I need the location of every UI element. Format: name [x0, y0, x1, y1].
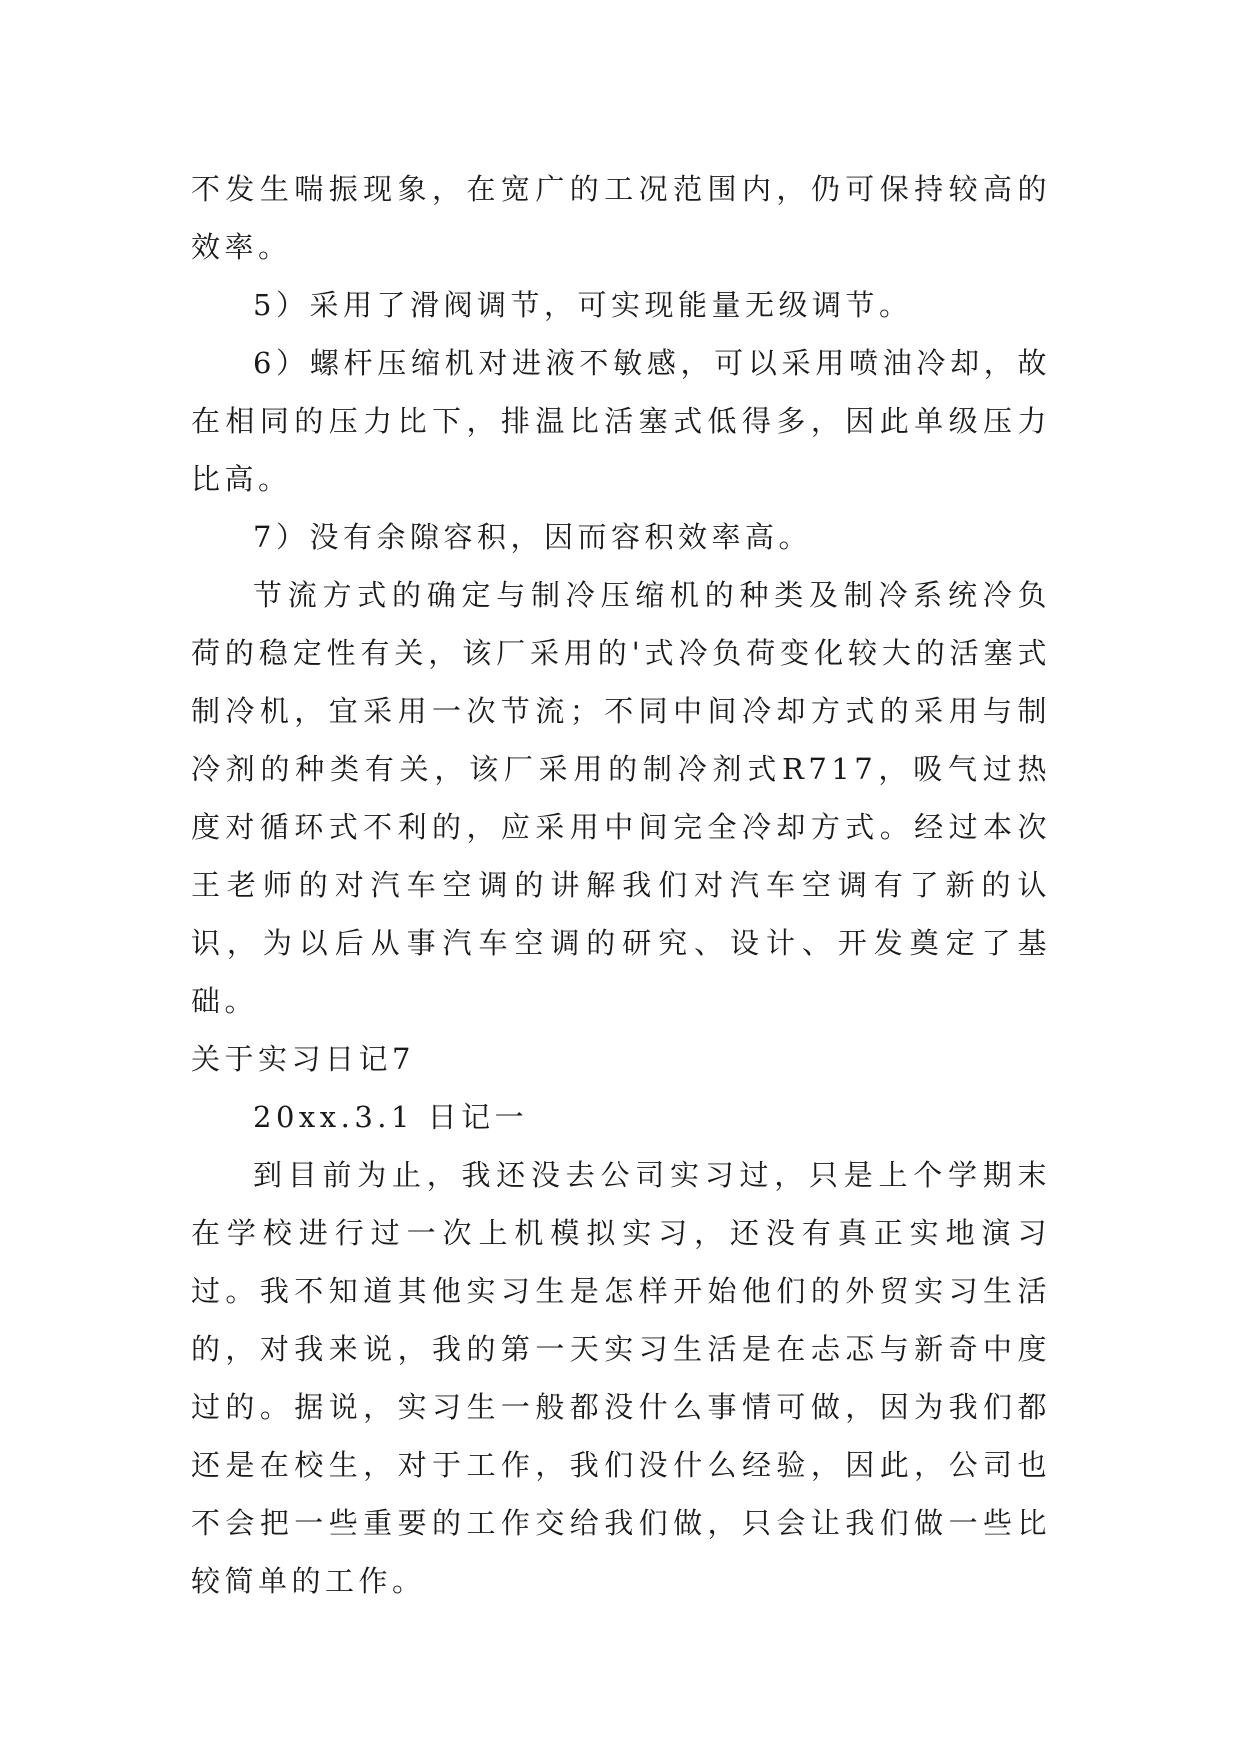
paragraph-diary-1: 到目前为止，我还没去公司实习过，只是上个学期末在学校进行过一次上机模拟实习，还没有真正实地演习过。我不知道其他实习生是怎样开始他们的外贸实习生活的，对我来说，我的第一天实习生活是在忐忑与新奇中度过的。据说，实习生一般都没什么事情可做，因为我们都还是在校生，对于工作，我们没什么经验，因此，公司也不会把一些重要的工作交给我们做，只会让我们做一些比较简单的工作。 — [191, 1158, 1051, 1598]
paragraph-throttling: 节流方式的确定与制冷压缩机的种类及制冷系统冷负荷的稳定性有关，该厂采用的'式冷负荷变化较大的活塞式制冷机，宜采用一次节流；不同中间冷却方式的采用与制冷剂的种类有关，该厂采用的制冷剂式R717，吸气过热度对循环式不利的，应采用中间完全冷却方式。经过本次王老师的对汽车空调的讲解我们对汽车空调有了新的认识，为以后从事汽车空调的研究、设计、开发奠定了基础。 — [191, 578, 1051, 1018]
paragraph-item-5: 5）采用了滑阀调节，可实现能量无级调节。 — [253, 288, 913, 322]
paragraph-item-7: 7）没有余隙容积，因而容积效率高。 — [253, 520, 812, 554]
paragraph-item-6: 6）螺杆压缩机对进液不敏感，可以采用喷油冷却，故在相同的压力比下，排温比活塞式低得多，因此单级压力比高。 — [191, 346, 1051, 496]
section-title: 关于实习日记7 — [191, 1042, 415, 1076]
document-body — [191, 160, 1051, 1610]
diary-date-line: 20xx.3.1 日记一 — [253, 1100, 529, 1134]
paragraph-efficiency: 不发生喘振现象，在宽广的工况范围内，仍可保持较高的效率。 — [191, 172, 1051, 264]
